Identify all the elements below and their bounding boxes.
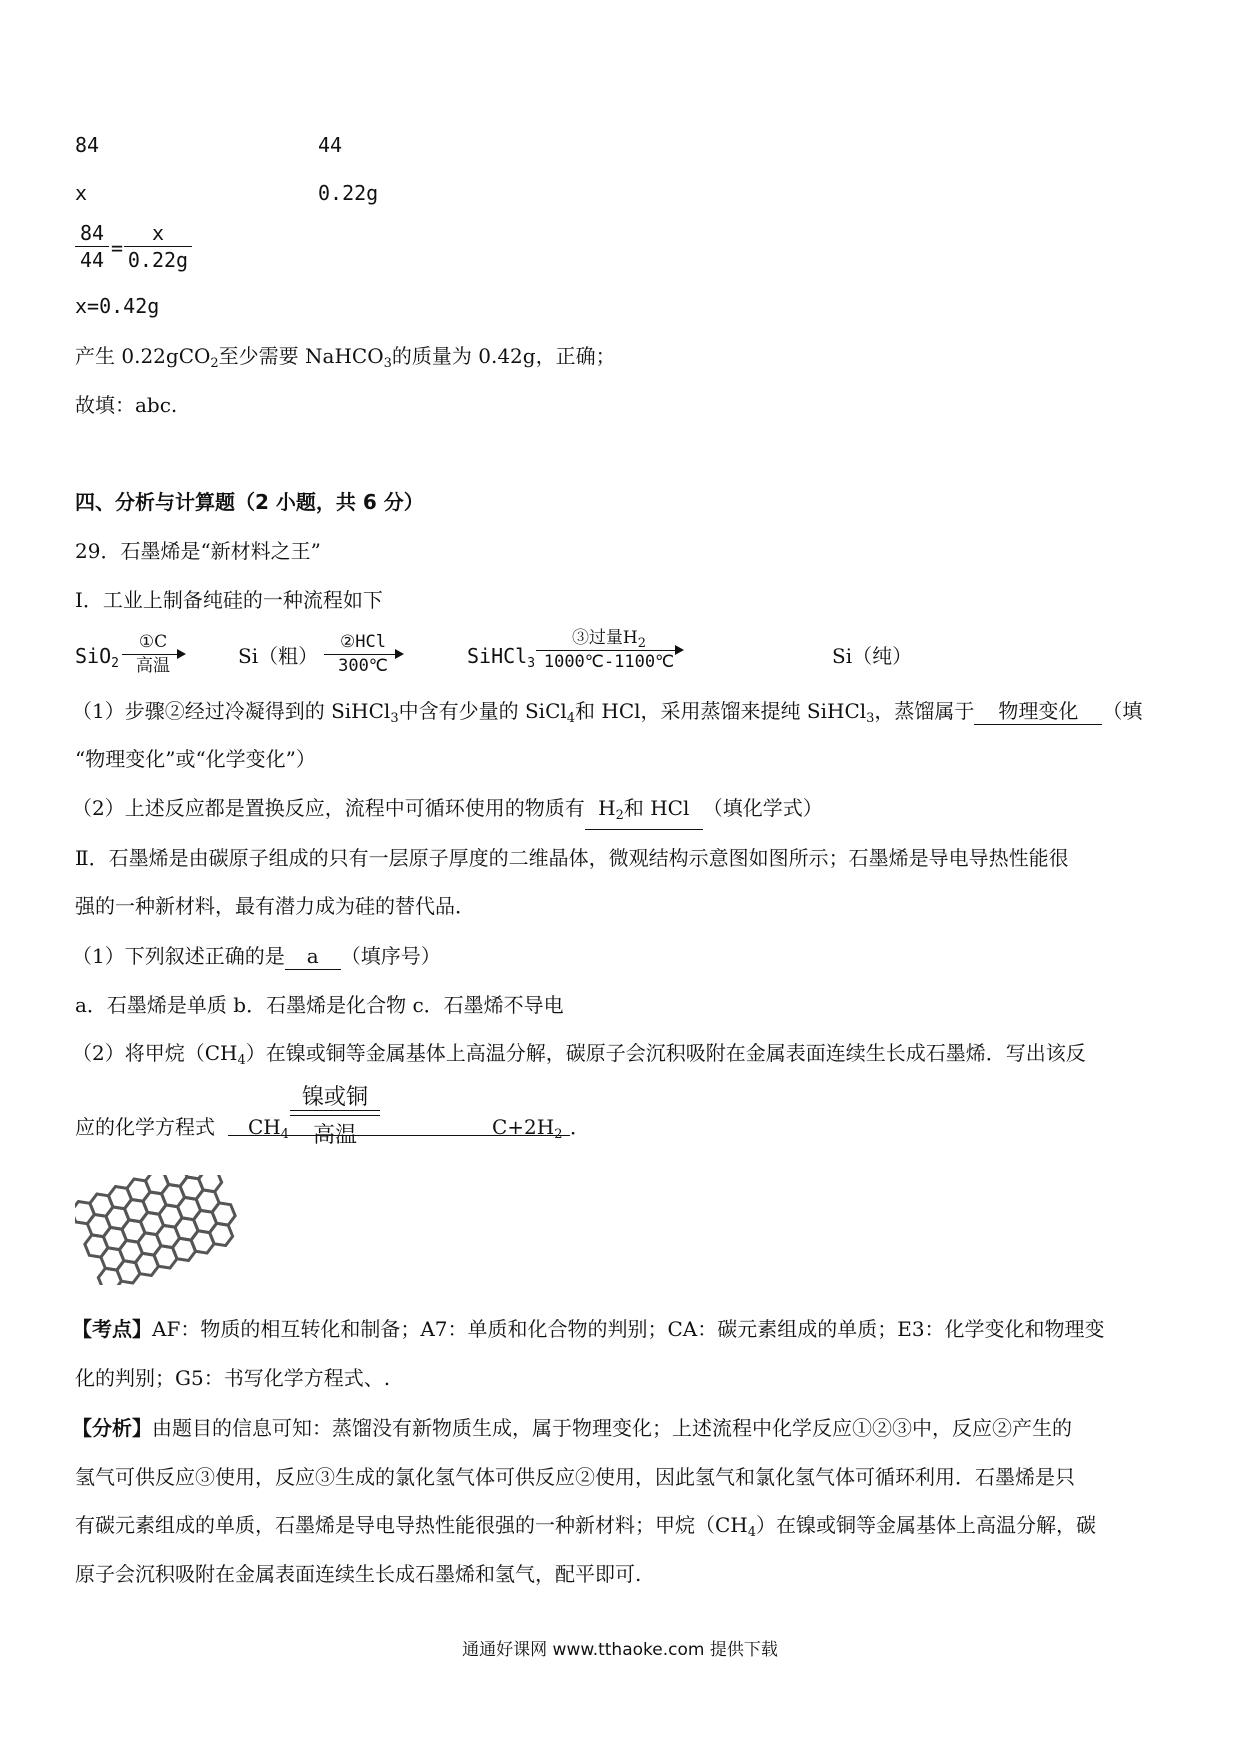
flow-arrow-2-top: ②HCl (340, 632, 386, 652)
calc-conclusion: 产生 0.22gCO$_2$至少需要 NaHCO$_3$的质量为 0.42g，正确； (75, 344, 616, 371)
fenxi-line3: 有碳元素组成的单质，石墨烯是导电导热性能很强的一种新材料；甲烷$(CH_4)$在镍或铜等金属基体上高温分解，碳 (75, 1513, 1097, 1540)
fenxi-line4: 原子会沉积吸附在金属表面连续生长成石墨烯和氢气，配平即可. (75, 1562, 642, 1586)
equation-right: $C+2H_2$ (492, 1115, 563, 1142)
part-1-intro: I．工业上制备纯硅的一种流程如下 (75, 588, 383, 612)
part-2-line1: Ⅱ．石墨烯是由碳原子组成的只有一层原子厚度的二维晶体，微观结构示意图如图所示；石墨烯是导电导热性能很 (75, 846, 1069, 870)
question-29-title: 29．石墨烯是“新材料之王” (75, 539, 321, 563)
answer-recycle: $H_2$和 HCl (585, 795, 703, 830)
fraction-left-num: 84 (75, 220, 109, 247)
calc-row-1-right (318, 132, 342, 158)
fraction-right (124, 220, 192, 273)
equation-temperature: 高温 (312, 1123, 357, 1148)
calc-44: 44 (318, 133, 343, 157)
flow-arrow-2 (324, 632, 402, 678)
flow-arrow-2-bottom: 300℃ (338, 656, 388, 676)
fenxi-line2: 氢气可供反应③使用，反应③生成的氯化氢气体可供反应②使用，因此氢气和氯化氢气体可循环利用．石墨烯是只 (75, 1465, 1075, 1489)
calc-row-2-right (318, 180, 378, 206)
part-2-line2: 强的一种新材料，最有潜力成为硅的替代品． (75, 894, 475, 918)
flow-arrow-1-bottom: 高温 (136, 656, 170, 676)
flow-sio2: SiO$_2$ (75, 644, 119, 671)
graphene-structure-image (75, 1175, 245, 1285)
section-title: 四、分析与计算题（2 小题，共 6 分） (75, 490, 424, 514)
part-2-q1: （1）下列叙述正确的是 a （填序号） (72, 944, 441, 968)
equation-catalyst: 镍或铜 (301, 1085, 368, 1110)
part-2-q2-line1: （2）将甲烷$(CH_4)$在镍或铜等金属基体上高温分解，碳原子会沉积吸附在金属表面连续生长成石墨烯．写出该反 (72, 1041, 1086, 1068)
flow-arrow-1 (122, 632, 184, 678)
kaodian-line1: 【考点】AF：物质的相互转化和制备；A7：单质和化合物的判别；CA：碳元素组成的单质；E3：化学变化和物理变 (72, 1317, 1105, 1341)
part-1-q1-line2: “物理变化”或“化学变化”） (75, 747, 316, 771)
equation-condition (290, 1080, 380, 1146)
kaodian-label: 【考点】 (72, 1317, 152, 1341)
calc-022g: 0.22g (318, 181, 379, 205)
flow-arrow-3-bottom: 1000℃-1100℃ (543, 652, 675, 672)
answer-option: a (285, 943, 341, 970)
flow-si-crude: Si（粗） (238, 644, 319, 668)
flow-si-pure: Si（纯） (832, 644, 913, 668)
equation-period: ． (570, 1115, 590, 1139)
calc-84: 84 (75, 133, 100, 157)
kaodian-line2: 化的判别；G5：书写化学方程式、. (75, 1366, 391, 1390)
part-1-q1-line1: （1）步骤②经过冷凝得到的 SiHCl$_3$中含有少量的 SiCl$_4$和 HCl，采用蒸馏来提纯 SiHCl$_3$，蒸馏属于 物理变化 （填 (72, 699, 1143, 726)
calc-row-1 (75, 132, 99, 158)
page-footer: 通通好课网 www.tthaoke.com 提供下载 (462, 1640, 778, 1660)
flow-arrow-3 (536, 628, 682, 678)
fenxi-line1: 【分析】由题目的信息可知：蒸馏没有新物质生成，属于物理变化；上述流程中化学反应①②③中，反应②产生的 (72, 1416, 1072, 1440)
flow-arrow-3-top: ③过量$H_2$ (571, 628, 647, 651)
equation-left: $CH_4$ (248, 1115, 290, 1142)
part-2-options: a．石墨烯是单质 b．石墨烯是化合物 c．石墨烯不导电 (75, 993, 564, 1017)
fraction-left-den: 44 (79, 248, 105, 272)
equals-sign: = (111, 236, 124, 260)
calc-row-2 (75, 180, 87, 206)
fenxi-label: 【分析】 (72, 1416, 152, 1440)
part-2-q2-line2: 应的化学方程式 (75, 1115, 215, 1139)
calc-answer: 故填：abc. (75, 393, 178, 417)
calc-x: x (75, 181, 88, 205)
fraction-right-den: 0.22g (127, 248, 189, 272)
flow-arrow-1-top: ①C (138, 632, 168, 652)
calc-result: x=0.42g (75, 294, 160, 318)
answer-physical-change: 物理变化 (974, 698, 1102, 725)
fraction-right-num: x (124, 220, 192, 247)
part-1-q2: （2）上述反应都是置换反应，流程中可循环使用的物质有 $H_2$和 HCl （填化学式） (72, 795, 823, 830)
flow-sihcl3: SiHCl$_3$ (467, 644, 536, 671)
fraction-left (75, 220, 109, 273)
